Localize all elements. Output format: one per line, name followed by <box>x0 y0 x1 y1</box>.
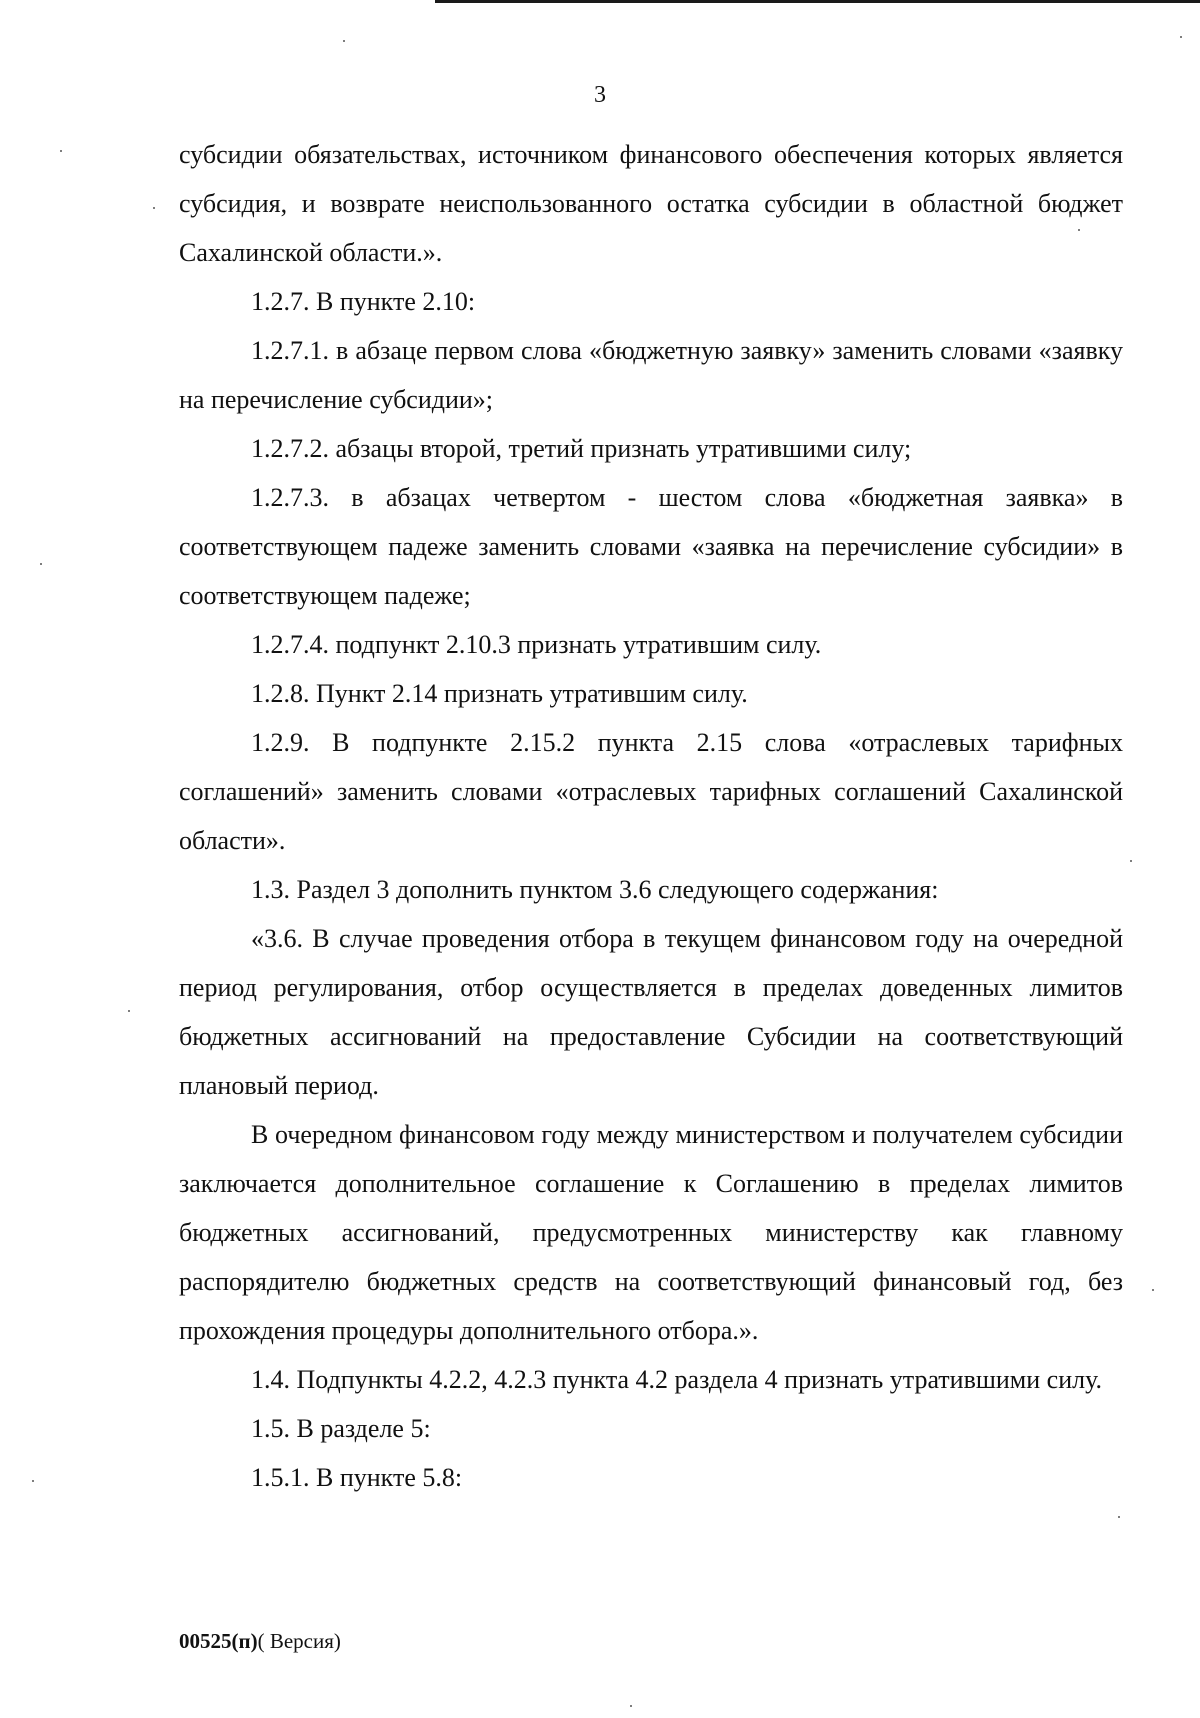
paragraph-continuation: субсидии обязательствах, источником финансового обеспечения которых является субсидия, и возврате неиспользованного остатка субсидии в областной бюджет Сахалинской области.». <box>179 140 1123 267</box>
scan-speck <box>630 1705 632 1707</box>
page-number: 3 <box>594 82 606 108</box>
scan-speck <box>1130 860 1132 862</box>
paragraph-1-2-7-4: 1.2.7.4. подпункт 2.10.3 признать утратившим силу. <box>251 630 822 659</box>
scan-speck <box>343 40 345 42</box>
footer-document-number: 00525(п) <box>179 1629 258 1653</box>
paragraph-1-4: 1.4. Подпункты 4.2.2, 4.2.3 пункта 4.2 раздела 4 признать утратившими силу. <box>251 1365 1102 1394</box>
footer-version: ( Версия) <box>257 1629 341 1653</box>
scan-speck <box>153 207 155 209</box>
paragraph-1-2-7: 1.2.7. В пункте 2.10: <box>251 287 476 316</box>
paragraph-3-6-quote-continued: В очередном финансовом году между министерством и получателем субсидии заключается дополнительное соглашение к Соглашению в пределах лимитов бюджетных ассигнований, предусмотренных министерству как главному распорядителю бюджетных средств на соответствующий финансовый год, без прохождения процедуры дополнительного отбора.». <box>179 1120 1123 1345</box>
scan-speck <box>1118 1516 1120 1518</box>
paragraph-1-5-1: 1.5.1. В пункте 5.8: <box>251 1463 463 1492</box>
scan-speck <box>1180 36 1182 38</box>
paragraph-1-5: 1.5. В разделе 5: <box>251 1414 431 1443</box>
paragraph-1-2-7-3: 1.2.7.3. в абзацах четвертом - шестом слова «бюджетная заявка» в соответствующем падеже заменить словами «заявка на перечисление субсидии» в соответствующем падеже; <box>179 483 1123 610</box>
document-footer-code <box>179 1628 341 1654</box>
scan-speck <box>40 563 42 565</box>
paragraph-1-3: 1.3. Раздел 3 дополнить пунктом 3.6 следующего содержания: <box>251 875 939 904</box>
scan-speck <box>1152 1289 1154 1291</box>
paragraph-1-2-7-2: 1.2.7.2. абзацы второй, третий признать утратившими силу; <box>251 434 912 463</box>
document-body <box>179 130 1123 1502</box>
scan-speck <box>1078 229 1080 231</box>
scan-speck <box>128 1010 130 1012</box>
scan-speck <box>60 150 62 152</box>
paragraph-1-2-7-1: 1.2.7.1. в абзаце первом слова «бюджетную заявку» заменить словами «заявку на перечисление субсидии»; <box>179 336 1123 414</box>
paragraph-1-2-8: 1.2.8. Пункт 2.14 признать утратившим силу. <box>251 679 748 708</box>
paragraph-3-6-quote: «3.6. В случае проведения отбора в текущем финансовом году на очередной период регулирования, отбор осуществляется в пределах доведенных лимитов бюджетных ассигнований на предоставление Субсидии на соответствующий плановый период. <box>179 924 1123 1100</box>
top-border-line <box>435 0 1200 3</box>
scan-speck <box>32 1480 34 1482</box>
paragraph-1-2-9: 1.2.9. В подпункте 2.15.2 пункта 2.15 слова «отраслевых тарифных соглашений» заменить словами «отраслевых тарифных соглашений Сахалинской области». <box>179 728 1123 855</box>
